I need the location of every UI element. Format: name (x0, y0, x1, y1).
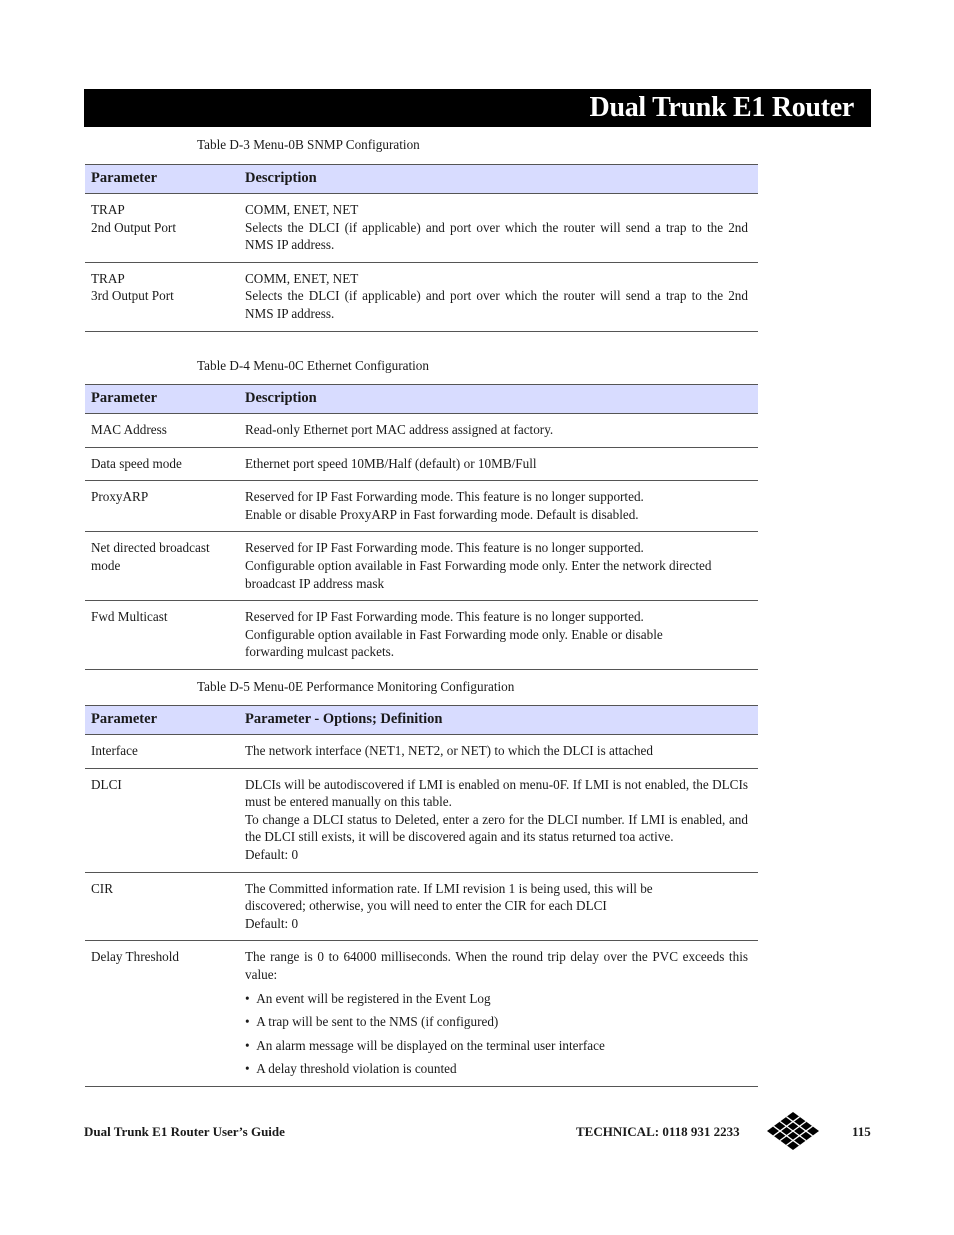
desc-text: Selects the DLCI (if applicable) and port over which the router will send a trap to the 2nd NMS IP address. (245, 219, 748, 253)
bullet-item: • A delay threshold violation is counted (245, 1061, 457, 1077)
bullet-text: A delay threshold violation is counted (256, 1061, 457, 1077)
param-cell (85, 941, 239, 1087)
header-bar (84, 89, 871, 127)
param-text: Fwd Multicast (91, 609, 168, 625)
desc-cell (239, 735, 758, 769)
desc-text: Configurable option available in Fast Forwarding mode only. Enable or disable forwarding mulcast packets. (245, 626, 663, 660)
column-header: Parameter (85, 165, 239, 194)
desc-text: To change a DLCI status to Deleted, enter a zero for the DLCI number. If LMI is enabled, and the DLCI still exists, it will be discovered again and its status returned toa active. (245, 811, 748, 845)
param-text: DLCI (91, 776, 122, 792)
table-caption: Table D-5 Menu-0E Performance Monitoring Configuration (197, 679, 515, 694)
table-row (85, 735, 758, 769)
ethernet-config-table (85, 384, 758, 670)
table-row (85, 941, 758, 1087)
desc-cell (239, 532, 758, 601)
table-row (85, 532, 758, 601)
desc-text: Reserved for IP Fast Forwarding mode. This feature is no longer supported. (245, 489, 644, 505)
desc-cell (239, 194, 758, 263)
bullet-item: • A trap will be sent to the NMS (if configured) (245, 1014, 499, 1030)
param-cell (85, 601, 239, 670)
param-text: TRAP (91, 270, 125, 286)
param-text: CIR (91, 880, 113, 896)
table-row (85, 414, 758, 448)
table-row (85, 481, 758, 532)
table-row (85, 262, 758, 331)
desc-text: The Committed information rate. If LMI revision 1 is being used, this will be discovered; otherwise, you will need to enter the CIR for each DLCI (245, 880, 653, 914)
desc-text: Configurable option available in Fast Forwarding mode only. Enter the network directed broadcast IP address mask (245, 557, 712, 591)
snmp-config-table (85, 164, 758, 332)
desc-text: COMM, ENET, NET (245, 270, 359, 286)
bullet-item: • An event will be registered in the Event Log (245, 990, 491, 1006)
performance-monitoring-table (85, 705, 758, 1087)
desc-cell (239, 414, 758, 448)
param-text: ProxyARP (91, 489, 149, 505)
param-cell (85, 262, 239, 331)
desc-text: COMM, ENET, NET (245, 202, 359, 217)
column-header: Description (239, 385, 758, 414)
black-box-logo-icon (766, 1111, 820, 1151)
desc-text: Ethernet port speed 10MB/Half (default) or 10MB/Full (245, 455, 537, 471)
param-text: TRAP (91, 202, 125, 217)
desc-text: Selects the DLCI (if applicable) and port over which the router will send a trap to the 2nd NMS IP address. (245, 288, 748, 321)
param-text: Net directed broadcast mode (91, 540, 210, 573)
column-header: Parameter - Options; Definition (239, 706, 758, 735)
desc-text: Default: 0 (245, 846, 299, 862)
desc-cell (239, 481, 758, 532)
footer-guide-title: Dual Trunk E1 Router User’s Guide (84, 1124, 285, 1139)
desc-cell (239, 768, 758, 872)
param-cell (85, 414, 239, 448)
param-cell (85, 194, 239, 263)
table-row (85, 447, 758, 481)
param-cell (85, 872, 239, 941)
column-header: Parameter (85, 385, 239, 414)
table-header-row (85, 385, 758, 414)
bullet-text: A trap will be sent to the NMS (if configured) (256, 1014, 499, 1030)
desc-text: Reserved for IP Fast Forwarding mode. This feature is no longer supported. (245, 609, 644, 625)
table-row (85, 872, 758, 941)
param-cell (85, 768, 239, 872)
column-header: Parameter (85, 706, 239, 735)
desc-text: DLCIs will be autodiscovered if LMI is enabled on menu-0F. If LMI is not enabled, the DLCIs must be entered manually on this table. (245, 776, 748, 810)
desc-text: Read-only Ethernet port MAC address assigned at factory. (245, 422, 554, 437)
desc-text: The range is 0 to 64000 milliseconds. When the round trip delay over the PVC exceeds this value: (245, 949, 748, 982)
desc-text: Default: 0 (245, 915, 299, 931)
param-text: Data speed mode (91, 455, 182, 471)
page-number: 115 (852, 1124, 871, 1139)
table-header-row (85, 706, 758, 735)
desc-cell (239, 601, 758, 670)
desc-cell (239, 447, 758, 481)
table-row (85, 601, 758, 670)
param-text: Interface (91, 743, 138, 758)
bullet-text: An event will be registered in the Event Log (256, 990, 491, 1006)
bullet-text: An alarm message will be displayed on the terminal user interface (256, 1037, 605, 1053)
column-header: Description (239, 165, 758, 194)
page-title: Dual Trunk E1 Router (589, 92, 854, 123)
param-cell (85, 532, 239, 601)
desc-cell (239, 941, 758, 1087)
table-caption: Table D-4 Menu-0C Ethernet Configuration (197, 358, 429, 373)
table-row (85, 194, 758, 263)
param-text: 2nd Output Port (91, 219, 176, 235)
footer-technical-phone: TECHNICAL: 0118 931 2233 (576, 1124, 740, 1139)
desc-cell (239, 872, 758, 941)
bullet-item: • An alarm message will be displayed on the terminal user interface (245, 1037, 605, 1053)
table-header-row (85, 165, 758, 194)
table-row (85, 768, 758, 872)
desc-cell (239, 262, 758, 331)
param-text: Delay Threshold (91, 949, 180, 965)
table-caption: Table D-3 Menu-0B SNMP Configuration (197, 137, 420, 152)
param-cell (85, 481, 239, 532)
param-cell (85, 447, 239, 481)
desc-text: The network interface (NET1, NET2, or NET) to which the DLCI is attached (245, 743, 653, 758)
param-text: MAC Address (91, 422, 167, 437)
param-text: 3rd Output Port (91, 288, 174, 304)
param-cell (85, 735, 239, 769)
desc-text: Enable or disable ProxyARP in Fast forwarding mode. Default is disabled. (245, 506, 639, 522)
desc-text: Reserved for IP Fast Forwarding mode. This feature is no longer supported. (245, 540, 644, 556)
